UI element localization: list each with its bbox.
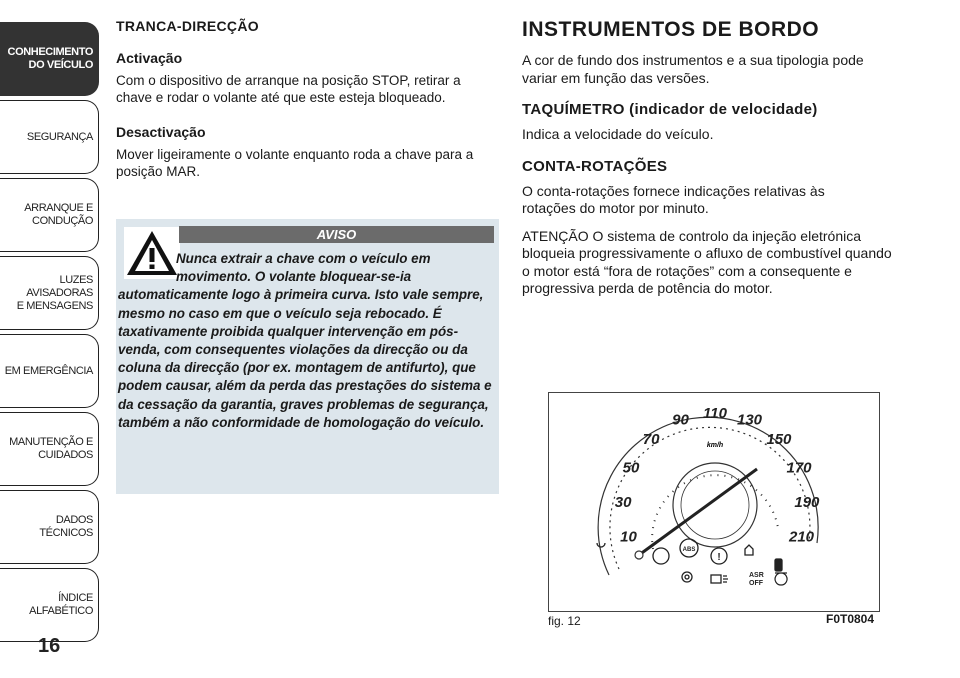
tab-manutencao[interactable]: MANUTENÇÃO E CUIDADOS — [0, 412, 99, 486]
warning-line-2: movimento. O volante bloquear-se-ia — [176, 269, 412, 285]
section-title-instrumentos: INSTRUMENTOS DE BORDO — [522, 18, 820, 41]
lamp-icon — [653, 548, 669, 564]
page-number: 16 — [38, 635, 61, 657]
figure-code: F0T0804 — [826, 612, 875, 626]
warning-rest: automaticamente logo à primeira curva. Isto vale sempre, mesmo no caso em que o veículo seja rebocado. É taxativamente proibida qualquer intervenção em pós-venda, com consequentes violações da direcção ou da coluna da direcção (por ex. montagem de antifurto), que podem causar, além da perda das prestações do sistema e da cessação da garantia, graves problemas de segurança, também a não conformidade de homologação do veículo. — [118, 287, 492, 430]
tab-arranque[interactable]: ARRANQUE E CONDUÇÃO — [0, 178, 99, 252]
warning-heading: AVISO — [179, 226, 494, 243]
rev-counter-note: ATENÇÃO O sistema de controlo da injeção eletrónica bloqueia progressivamente o afluxo de combustível quando o motor está “fora de rotações” com a consequente e progressiva perda de potência do motor. — [522, 227, 892, 296]
tab-indice[interactable]: ÍNDICE ALFABÉTICO — [0, 568, 99, 642]
tab-seguranca[interactable]: SEGURANÇA — [0, 100, 99, 174]
warning-text — [118, 250, 494, 432]
scale-label: 210 — [788, 528, 815, 546]
tab-dados[interactable]: DADOS TÉCNICOS — [0, 490, 99, 564]
activation-heading: Activação — [116, 50, 183, 66]
svg-text:!: ! — [717, 552, 721, 563]
right-column — [522, 18, 902, 298]
left-column — [116, 18, 500, 180]
asr-off-label: ASR OFF — [749, 572, 764, 587]
scale-label: 170 — [786, 459, 812, 477]
tab-conhecimento[interactable]: CONHECIMENTO DO VEÍCULO — [0, 22, 99, 96]
scale-label: 150 — [766, 430, 792, 448]
speedometer-text: Indica a velocidade do veículo. — [522, 126, 714, 142]
glow-plug-icon — [711, 575, 728, 583]
fuel-icon — [775, 559, 782, 571]
engine-gear-icon — [682, 572, 692, 582]
warning-line-1: Nunca extrair a chave com o veículo em — [176, 251, 431, 266]
deactivation-heading: Desactivação — [116, 124, 206, 140]
section-title-tranca: TRANCA-DIRECÇÃO — [116, 18, 259, 34]
intro-text: A cor de fundo dos instrumentos e a sua tipologia pode variar em função das versões. — [522, 52, 864, 86]
abs-label: ABS — [682, 547, 696, 553]
scale-label: 10 — [620, 528, 637, 546]
scale-label: 110 — [703, 405, 727, 422]
speedometer-illustration — [549, 393, 879, 611]
figure-speedometer — [548, 392, 880, 612]
deactivation-text: Mover ligeiramente o volante enquanto roda a chave para a posição MAR. — [116, 147, 474, 179]
scale-label: 70 — [642, 430, 660, 448]
scale-label: 30 — [614, 493, 632, 511]
unit-label: km/h — [706, 442, 724, 449]
tab-emergencia[interactable]: EM EMERGÊNCIA — [0, 334, 99, 408]
rev-counter-text: O conta-rotações fornece indicações relativas às rotações do motor por minuto. — [522, 182, 825, 216]
scale-label: 90 — [672, 411, 689, 429]
traction-icon — [745, 545, 753, 555]
scale-label: 190 — [794, 493, 820, 511]
activation-text: Com o dispositivo de arranque na posição STOP, retirar a chave e rodar o volante até que este esteja bloqueado. — [116, 73, 461, 105]
scale-label: 50 — [622, 459, 640, 477]
scale-label: 130 — [736, 411, 763, 429]
rev-counter-heading: CONTA-ROTAÇÕES — [522, 157, 668, 175]
left-marker-icon — [597, 543, 605, 547]
seatbelt-icon — [775, 573, 787, 585]
speedometer-heading: TAQUÍMETRO (indicador de velocidade) — [522, 101, 818, 118]
figure-caption: fig. 12 — [548, 614, 581, 628]
tab-luzes[interactable]: LUZES AVISADORAS E MENSAGENS — [0, 256, 99, 330]
